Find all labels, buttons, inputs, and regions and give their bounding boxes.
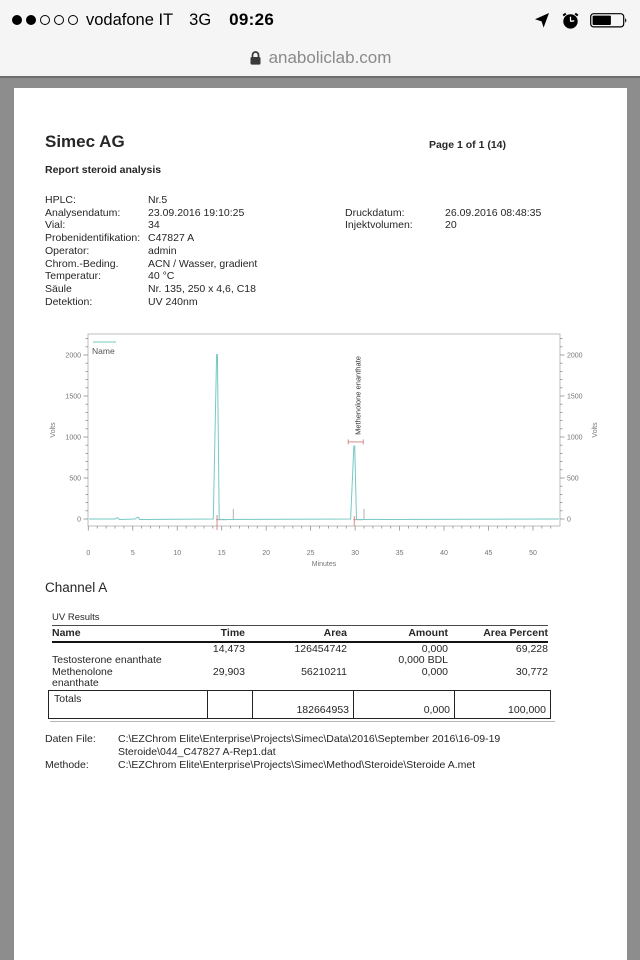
column-header: Amount: [408, 627, 448, 639]
lock-icon: [249, 50, 262, 66]
analysis-info-left: [45, 194, 257, 308]
url-bar[interactable]: [0, 40, 640, 78]
y-tick-label-right: 0: [567, 516, 571, 524]
x-tick-label: 5: [130, 550, 135, 557]
analysis-info-right: [345, 207, 541, 232]
info-label: HPLC:: [45, 194, 76, 206]
y-tick-label-left: 1500: [65, 393, 81, 401]
y-tick-label-left: 1000: [65, 434, 81, 442]
table-cell: 14,473: [212, 643, 245, 655]
table-cell: Methenolone enanthate: [52, 665, 113, 690]
table-cell: 30,772: [515, 665, 548, 678]
signal-dot: [54, 15, 64, 25]
y-tick-label-left: 2000: [65, 352, 81, 360]
column-header: Time: [220, 627, 245, 639]
alarm-clock-icon: [561, 11, 580, 30]
company-title: Simec AG: [45, 132, 125, 151]
x-tick-label: 50: [529, 550, 537, 557]
channel-title: Channel A: [45, 580, 108, 595]
info-label: Operator:: [45, 244, 90, 257]
info-label: Säule: [45, 282, 72, 295]
column-header: Area: [323, 627, 347, 639]
footer-line: [45, 733, 550, 746]
page-number-label: Page 1 of 1 (14): [428, 139, 506, 151]
signal-strength-dots: [12, 15, 78, 25]
info-value: ACN / Wasser, gradient: [148, 257, 258, 270]
x-tick-label: 25: [306, 550, 315, 557]
info-label: Druckdatum:: [345, 206, 405, 219]
footer-path: Steroide\044_C47827 A-Rep1.dat: [118, 745, 276, 758]
totals-cell: [207, 691, 252, 718]
table-cell: 0,000: [421, 643, 448, 655]
results-table-rows: [52, 644, 548, 690]
chromatogram-trace: [89, 355, 559, 520]
table-cell: Testosterone enanthate: [52, 654, 162, 667]
footer-label: Methode:: [45, 758, 89, 771]
y-tick-label-right: 500: [567, 475, 579, 483]
signal-dot: [68, 15, 78, 25]
x-tick-label: 10: [173, 550, 182, 557]
table-cell: 0,000 BDL: [398, 654, 448, 667]
peak-annotation: Methenolone enanthate: [353, 356, 363, 435]
x-tick-label: 30: [351, 550, 360, 557]
battery-icon: [590, 12, 630, 29]
info-value: C47827 A: [148, 232, 195, 245]
info-label: Chrom.-Beding.: [45, 257, 119, 270]
status-time: 09:26: [229, 10, 275, 29]
footer-label: Daten File:: [45, 733, 96, 745]
info-label: Injektvolumen:: [345, 219, 413, 232]
y-tick-label-left: 500: [69, 475, 81, 483]
y-tick-label-right: 1500: [567, 393, 583, 401]
signal-dot: [40, 15, 50, 25]
x-axis-title: Minutes: [311, 561, 337, 568]
info-value: 40 °C: [148, 270, 175, 283]
totals-cell: Totals: [54, 693, 82, 705]
info-value: 34: [148, 219, 160, 232]
info-value: Nr.5: [148, 194, 168, 206]
info-label: Detektion:: [45, 295, 93, 308]
column-header: Name: [52, 627, 81, 639]
column-header: Area Percent: [483, 627, 548, 639]
x-tick-label: 45: [484, 550, 493, 557]
footer-line: [45, 759, 550, 772]
x-tick-label: 0: [86, 550, 91, 557]
info-value: 20: [445, 219, 457, 232]
x-tick-label: 20: [262, 550, 271, 557]
status-bar: [0, 0, 640, 40]
info-value: 26.09.2016 08:48:35: [445, 206, 542, 219]
pdf-page: [14, 88, 627, 960]
totals-cell: 0,000: [353, 691, 454, 718]
y-tick-label-right: 1000: [567, 434, 583, 442]
footer-path: C:\EZChrom Elite\Enterprise\Projects\Simec\Data\2016\September 2016\16-09-19: [118, 733, 501, 745]
table-cell: 126454742: [294, 643, 347, 655]
footer-label: [45, 746, 118, 759]
info-label: Temperatur:: [45, 270, 102, 283]
results-table-header: [52, 625, 548, 643]
network-type-label: 3G: [189, 10, 212, 29]
info-label: Vial:: [45, 219, 66, 232]
report-title: Report steroid analysis: [45, 164, 162, 176]
table-cell: 29,903: [212, 665, 245, 678]
x-tick-label: 35: [395, 550, 404, 557]
info-label: Analysendatum:: [45, 206, 121, 219]
totals-shadow-line: [50, 721, 555, 722]
chromatogram-chart: [48, 330, 602, 572]
footer-path: C:\EZChrom Elite\Enterprise\Projects\Simec\Method\Steroide\Steroide A.met: [118, 758, 476, 771]
totals-row: [48, 690, 551, 719]
uv-results-label: UV Results: [52, 612, 100, 623]
y-axis-title-right: Volts: [592, 422, 599, 438]
file-paths-footer: [45, 733, 550, 771]
table-cell: 69,228: [515, 643, 548, 655]
y-tick-label-right: 2000: [567, 352, 583, 360]
plot-border: [88, 334, 560, 526]
footer-line: [45, 746, 550, 759]
table-cell: 0,000: [421, 665, 448, 678]
table-cell: 56210211: [301, 665, 347, 678]
signal-dot: [12, 15, 22, 25]
info-value: 23.09.2016 19:10:25: [148, 206, 245, 219]
info-value: UV 240nm: [148, 295, 198, 308]
x-tick-label: 15: [217, 550, 226, 557]
y-tick-label-left: 0: [77, 516, 81, 524]
carrier-label: vodafone IT: [86, 10, 174, 29]
y-axis-title-left: Volts: [50, 422, 57, 438]
totals-cell: 100,000: [454, 691, 550, 718]
battery-fill: [593, 15, 611, 24]
status-bar-right-icons: [533, 11, 630, 30]
info-value: admin: [148, 244, 177, 257]
url-domain: anaboliclab.com: [268, 48, 392, 67]
location-arrow-icon: [533, 11, 551, 29]
x-tick-label: 40: [440, 550, 448, 557]
totals-cell: 182664953: [252, 691, 353, 718]
info-value: Nr. 135, 250 x 4,6, C18: [148, 282, 256, 295]
info-label: Probenidentifikation:: [45, 232, 141, 245]
legend-label: Name: [92, 346, 115, 356]
signal-dot: [26, 15, 36, 25]
